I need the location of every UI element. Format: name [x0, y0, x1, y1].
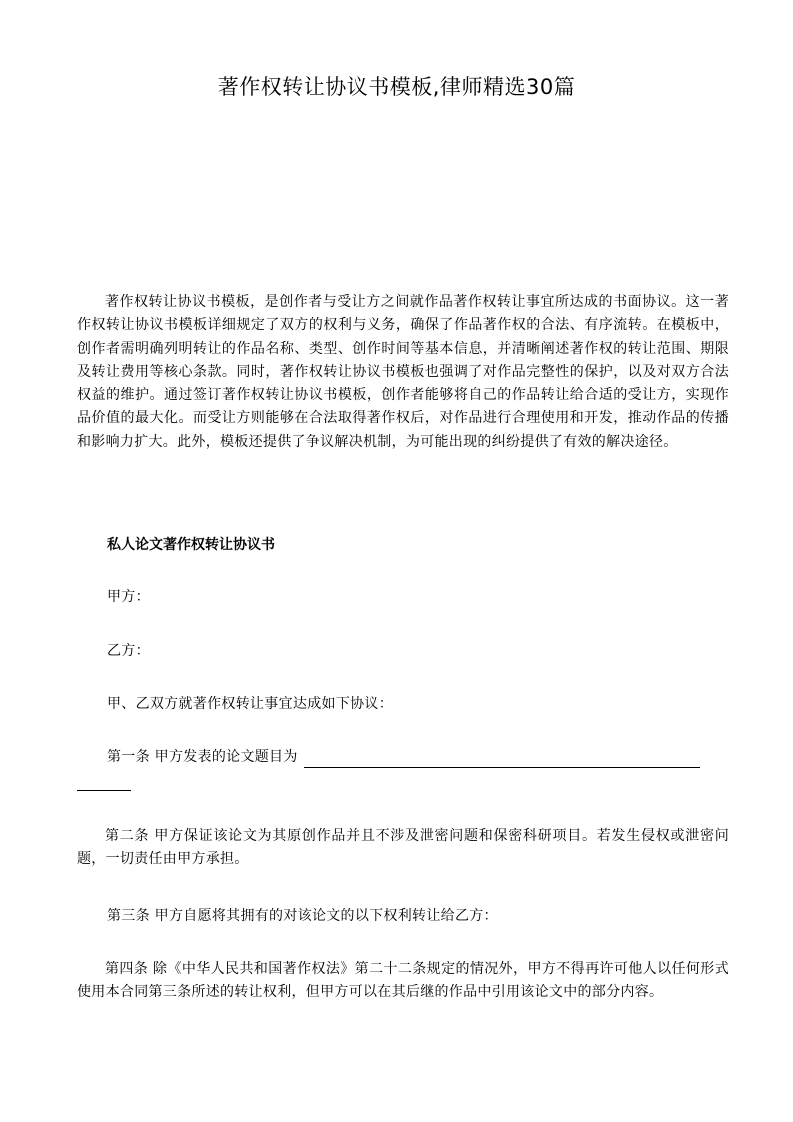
article-1	[107, 746, 700, 768]
party-b-label: 乙方：	[107, 643, 150, 659]
article-4: 第四条 除《中华人民共和国著作权法》第二十二条规定的情况外，甲方不得再许可他人以任何形式使用本合同第三条所述的转让权利，但甲方可以在其后继的作品中引用该论文中的部分内容。	[77, 961, 729, 1001]
article-2: 第二条 甲方保证该论文为其原创作品并且不涉及泄密问题和保密科研项目。若发生侵权或泄密问题，一切责任由甲方承担。	[77, 828, 729, 868]
article-1-text: 第一条 甲方发表的论文题目为	[107, 749, 298, 765]
party-a-label: 甲方：	[107, 589, 150, 605]
agreement-intro: 甲、乙双方就著作权转让事宜达成如下协议：	[107, 696, 393, 712]
agreement-heading: 私人论文著作权转让协议书	[107, 537, 275, 553]
paper-title-blank-continued	[77, 789, 131, 791]
document-title: 著作权转让协议书模板,律师精选30篇	[217, 75, 576, 99]
paper-title-blank	[304, 753, 700, 768]
article-3: 第三条 甲方自愿将其拥有的对该论文的以下权利转让给乙方：	[107, 908, 498, 924]
intro-paragraph: 著作权转让协议书模板，是创作者与受让方之间就作品著作权转让事宜所达成的书面协议。这一著作权转让协议书模板详细规定了双方的权利与义务，确保了作品著作权的合法、有序流转。在模板中，创作者需明确列明转让的作品名称、类型、创作时间等基本信息，并清晰阐述著作权的转让范围、期限及转让费用等核心条款。同时，著作权转让协议书模板也强调了对作品完整性的保护，以及对双方合法权益的维护。通过签订著作权转让协议书模板，创作者能够将自己的作品转让给合适的受让方，实现作品价值的最大化。而受让方则能够在合法取得著作权后，对作品进行合理使用和开发，推动作品的传播和影响力扩大。此外，模板还提供了争议解决机制，为可能出现的纠纷提供了有效的解决途径。	[77, 294, 729, 450]
